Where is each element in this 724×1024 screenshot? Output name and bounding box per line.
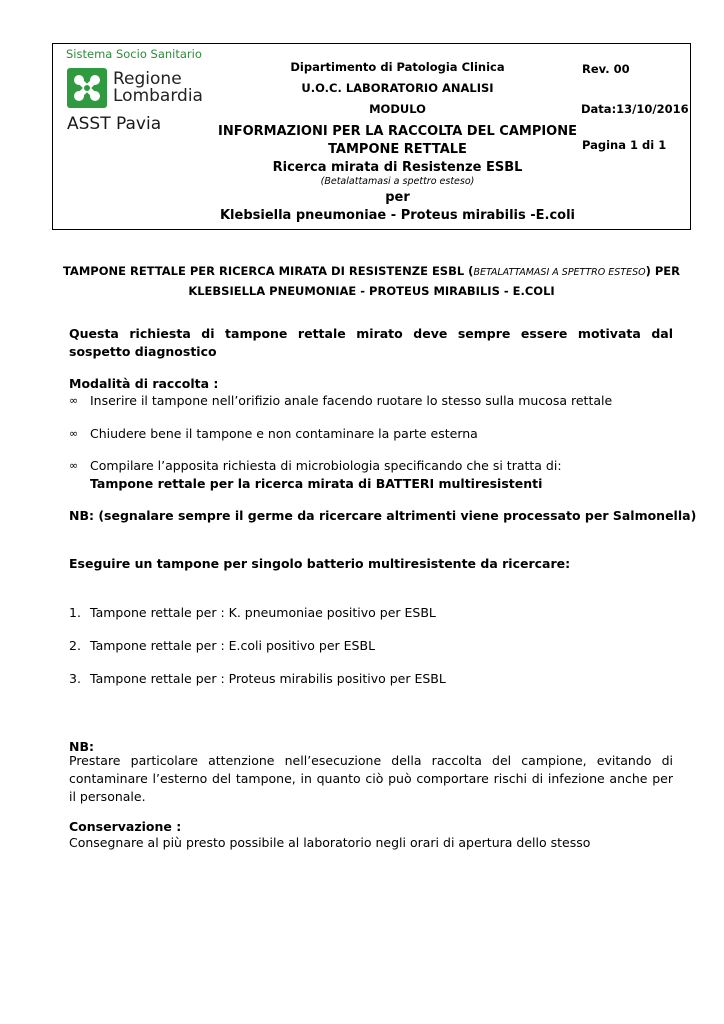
- modalita-heading: Modalità di raccolta :: [69, 376, 219, 391]
- date-label: Data:13/10/2016: [581, 102, 689, 116]
- list-text: Tampone rettale per : K. pneumoniae positivo per ESBL: [90, 605, 436, 620]
- info-title-line1: INFORMAZIONI PER LA RACCOLTA DEL CAMPIONE: [217, 124, 577, 139]
- revision-cell: [579, 44, 690, 99]
- list-number: 1.: [69, 605, 81, 620]
- date-cell: [579, 99, 690, 119]
- lab-name: U.O.C. LABORATORIO ANALISI: [301, 81, 494, 95]
- infinity-bullet-icon: ∞: [69, 394, 79, 407]
- title-part-a: TAMPONE RETTALE PER RICERCA MIRATA DI RESISTENZE ESBL (: [62, 264, 474, 278]
- info-title-line3: Ricerca mirata di Resistenze ESBL: [272, 160, 523, 175]
- info-title-line5: Klebsiella pneumoniae - Proteus mirabilis -E.coli: [219, 208, 576, 223]
- info-title-line4: per: [385, 190, 410, 205]
- nb-paragraph: Prestare particolare attenzione nell’esecuzione della raccolta del campione, evitando di contaminare l’esterno del tampone, in quanto ciò può comportare rischi di infezione anche per il personale.: [69, 753, 673, 804]
- info-cell: [216, 119, 579, 229]
- document-header-table: [52, 43, 691, 230]
- bullet-text: Compilare l’apposita richiesta di microbiologia specificando che si tratta di:: [90, 458, 562, 473]
- document-title-line2: KLEBSIELLA PNEUMONIAE - PROTEUS MIRABILIS - E.COLI: [188, 284, 555, 298]
- department-cell: [216, 44, 579, 99]
- document-title-line1: [52, 262, 691, 282]
- revision-label: Rev. 00: [582, 62, 630, 76]
- nb-heading: NB:: [69, 739, 94, 754]
- logo-cell: [53, 44, 216, 229]
- bullet-text: Inserire il tampone nell’orifizio anale facendo ruotare lo stesso sulla mucosa rettale: [90, 393, 613, 408]
- infinity-bullet-icon: ∞: [69, 427, 79, 440]
- conservazione-paragraph: Consegnare al più presto possibile al laboratorio negli orari di apertura dello stesso: [69, 835, 591, 850]
- org-top-label: Sistema Socio Sanitario: [66, 47, 202, 61]
- title-part-b: ) PER: [645, 264, 681, 278]
- department-name: Dipartimento di Patologia Clinica: [290, 60, 505, 74]
- org-name-line2: Lombardia: [113, 86, 203, 106]
- list-number: 2.: [69, 638, 81, 653]
- page-number-cell: [579, 119, 690, 229]
- modulo-cell: [216, 99, 579, 119]
- regione-lombardia-logo-icon: [67, 68, 107, 108]
- org-name-line1: Regione: [113, 69, 182, 89]
- info-title-line2: TAMPONE RETTALE: [328, 142, 467, 157]
- bullet-text-bold: Tampone rettale per la ricerca mirata di BATTERI multiresistenti: [90, 476, 543, 491]
- conservazione-heading: Conservazione :: [69, 819, 182, 834]
- org-name: [113, 71, 203, 105]
- list-text: Tampone rettale per : Proteus mirabilis positivo per ESBL: [90, 671, 446, 686]
- document-title: [52, 262, 691, 300]
- info-subtitle: (Betalattamasi a spettro esteso): [320, 176, 475, 187]
- title-part-small: BETALATTAMASI A SPETTRO ESTESO: [473, 267, 646, 278]
- list-text: Tampone rettale per : E.coli positivo per ESBL: [90, 638, 376, 653]
- page-number: Pagina 1 di 1: [582, 138, 667, 152]
- infinity-bullet-icon: ∞: [69, 459, 79, 472]
- list-number: 3.: [69, 671, 81, 686]
- org-unit: ASST Pavia: [67, 114, 162, 134]
- eseguire-heading: Eseguire un tampone per singolo batterio multiresistente da ricercare:: [69, 556, 571, 571]
- modulo-label: MODULO: [369, 102, 426, 116]
- bullet-text: Chiudere bene il tampone e non contaminare la parte esterna: [90, 426, 478, 441]
- nb-salmonella-note: NB: (segnalare sempre il germe da ricercare altrimenti viene processato per Salmonella): [69, 508, 697, 523]
- intro-paragraph: Questa richiesta di tampone rettale mirato deve sempre essere motivata dal sospetto diagnostico: [69, 326, 673, 359]
